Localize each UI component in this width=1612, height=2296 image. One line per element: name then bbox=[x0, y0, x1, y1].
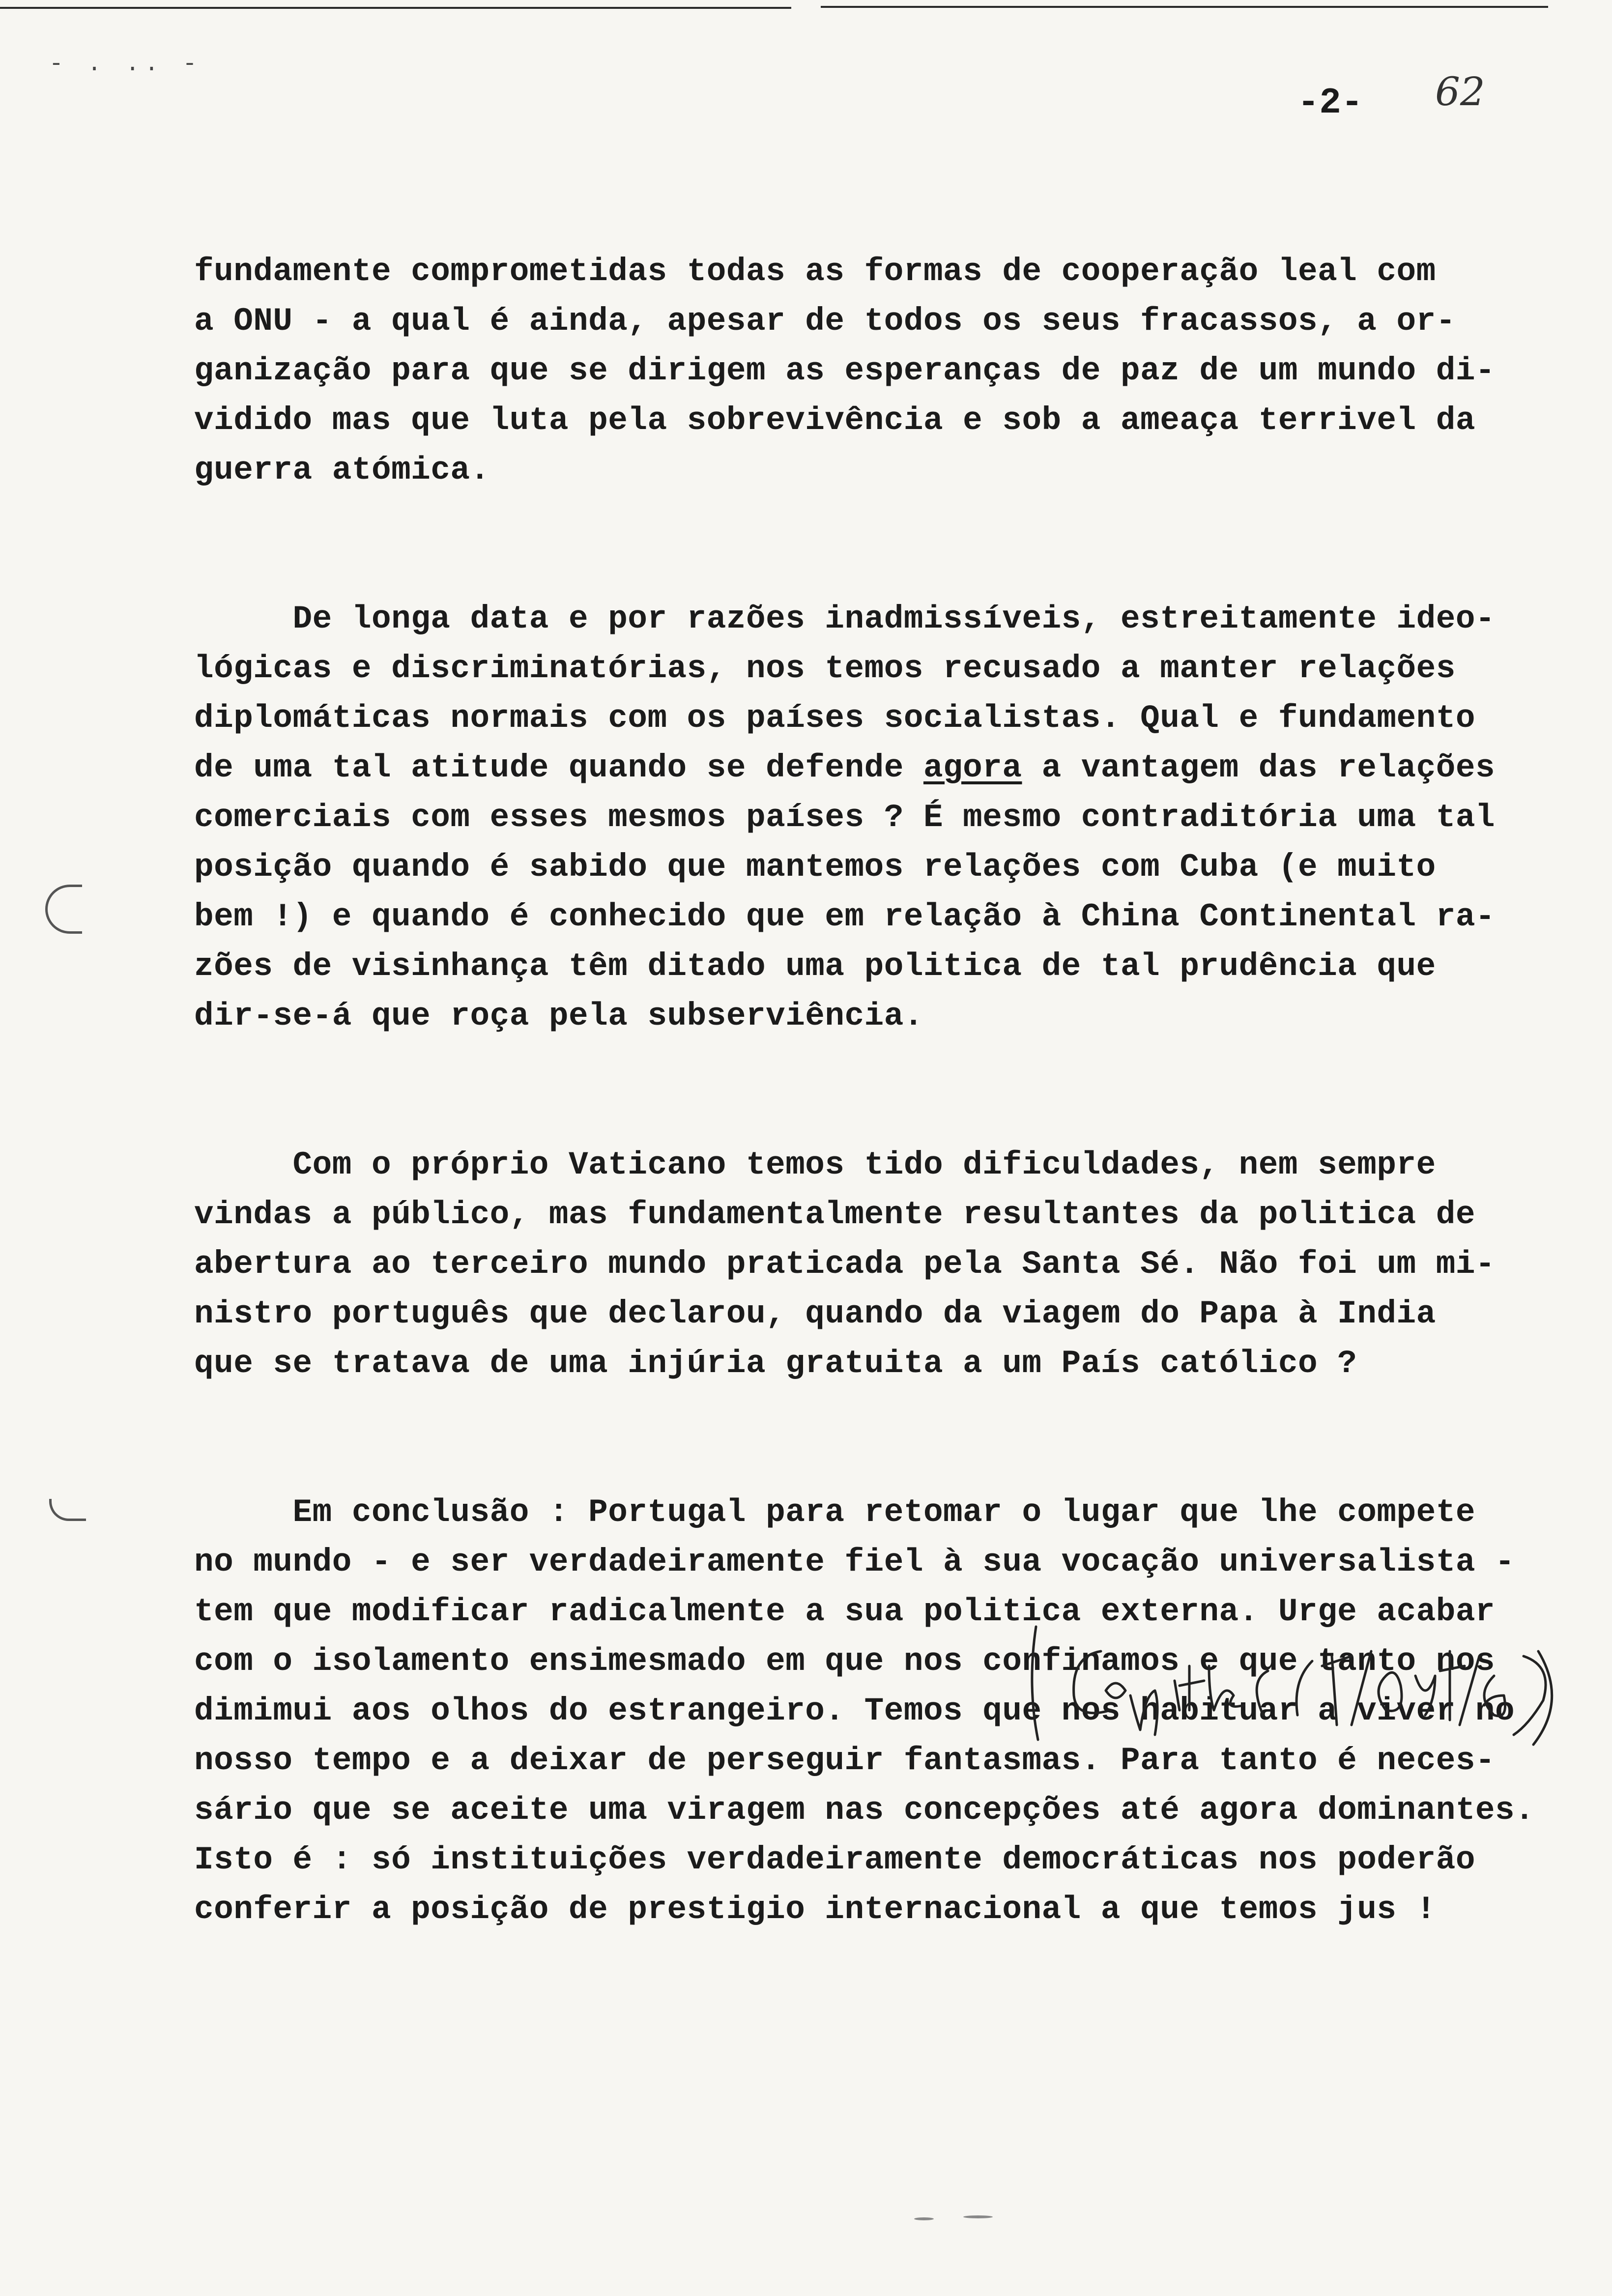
text-segment: a vantagem das relações bbox=[1022, 749, 1496, 786]
text-line bbox=[194, 749, 1495, 786]
folio-number: 62 bbox=[1435, 69, 1485, 115]
text-line: nosso tempo e a deixar de perseguir fantasmas. Para tanto é neces- bbox=[194, 1742, 1496, 1779]
text-line: diplomáticas normais com os países socialistas. Qual e fundamento bbox=[194, 700, 1475, 737]
body-text bbox=[194, 147, 1565, 2034]
text-line: que se tratava de uma injúria gratuita a um País católico ? bbox=[194, 1345, 1357, 1382]
page-number: -2- bbox=[1297, 83, 1363, 124]
top-rule-right bbox=[821, 6, 1548, 8]
text-line: Isto é : só instituições verdadeiramente democráticas nos poderão bbox=[194, 1841, 1475, 1878]
text-line: vindas a público, mas fundamentalmente resultantes da politica de bbox=[194, 1196, 1475, 1233]
text-line: fundamente comprometidas todas as formas de cooperação leal com bbox=[194, 253, 1436, 290]
corner-marks: - . .. - bbox=[49, 51, 202, 78]
text-line: ganização para que se dirigem as esperanças de paz de um mundo di- bbox=[194, 352, 1496, 389]
punch-hole-mark bbox=[49, 1499, 86, 1521]
text-line: dir-se-á que roça pela subserviência. bbox=[194, 998, 923, 1034]
top-rule-left bbox=[0, 7, 791, 9]
text-line: abertura ao terceiro mundo praticada pela Santa Sé. Não foi um mi- bbox=[194, 1246, 1496, 1283]
text-line: Com o próprio Vaticano temos tido dificuldades, nem sempre bbox=[194, 1147, 1436, 1183]
text-line: bem !) e quando é conhecido que em relação à China Continental ra- bbox=[194, 898, 1496, 935]
underlined-word: agora bbox=[923, 749, 1022, 786]
text-line: nistro português que declarou, quando da viagem do Papa à India bbox=[194, 1295, 1436, 1332]
punch-hole-mark bbox=[45, 885, 82, 934]
paragraph-2 bbox=[194, 594, 1565, 1041]
text-line: no mundo - e ser verdadeiramente fiel à sua vocação universalista - bbox=[194, 1544, 1515, 1580]
text-line: sário que se aceite uma viragem nas concepções até agora dominantes. bbox=[194, 1792, 1535, 1829]
text-line: vidido mas que luta pela sobrevivência e sob a ameaça terrivel da bbox=[194, 402, 1475, 439]
text-line: comerciais com esses mesmos países ? É mesmo contraditória uma tal bbox=[194, 799, 1496, 836]
ink-speck bbox=[963, 2215, 993, 2218]
text-line: lógicas e discriminatórias, nos temos recusado a manter relações bbox=[194, 650, 1456, 687]
text-line: Em conclusão : Portugal para retomar o lugar que lhe compete bbox=[194, 1494, 1475, 1531]
text-line: guerra atómica. bbox=[194, 452, 490, 488]
text-line: zões de visinhança têm ditado uma politica de tal prudência que bbox=[194, 948, 1436, 985]
ink-speck bbox=[914, 2217, 934, 2220]
paragraph-3 bbox=[194, 1140, 1565, 1388]
text-line: tem que modificar radicalmente a sua politica externa. Urge acabar bbox=[194, 1593, 1496, 1630]
text-line: a ONU - a qual é ainda, apesar de todos os seus fracassos, a or- bbox=[194, 303, 1456, 340]
text-line: De longa data e por razões inadmissíveis, estreitamente ideo- bbox=[194, 601, 1496, 637]
text-segment: de uma tal atitude quando se defende bbox=[194, 749, 923, 786]
text-line: dimimui aos olhos do estrangeiro. Temos que nos habituar a viver no bbox=[194, 1693, 1515, 1729]
text-line: posição quando é sabido que mantemos relações com Cuba (e muito bbox=[194, 849, 1436, 886]
paragraph-1 bbox=[194, 247, 1565, 495]
handwritten-signature bbox=[1027, 1622, 1568, 1750]
text-line: conferir a posição de prestigio internacional a que temos jus ! bbox=[194, 1891, 1436, 1928]
text-line: com o isolamento ensimesmado em que nos confinamos e que tanto nos bbox=[194, 1643, 1496, 1680]
